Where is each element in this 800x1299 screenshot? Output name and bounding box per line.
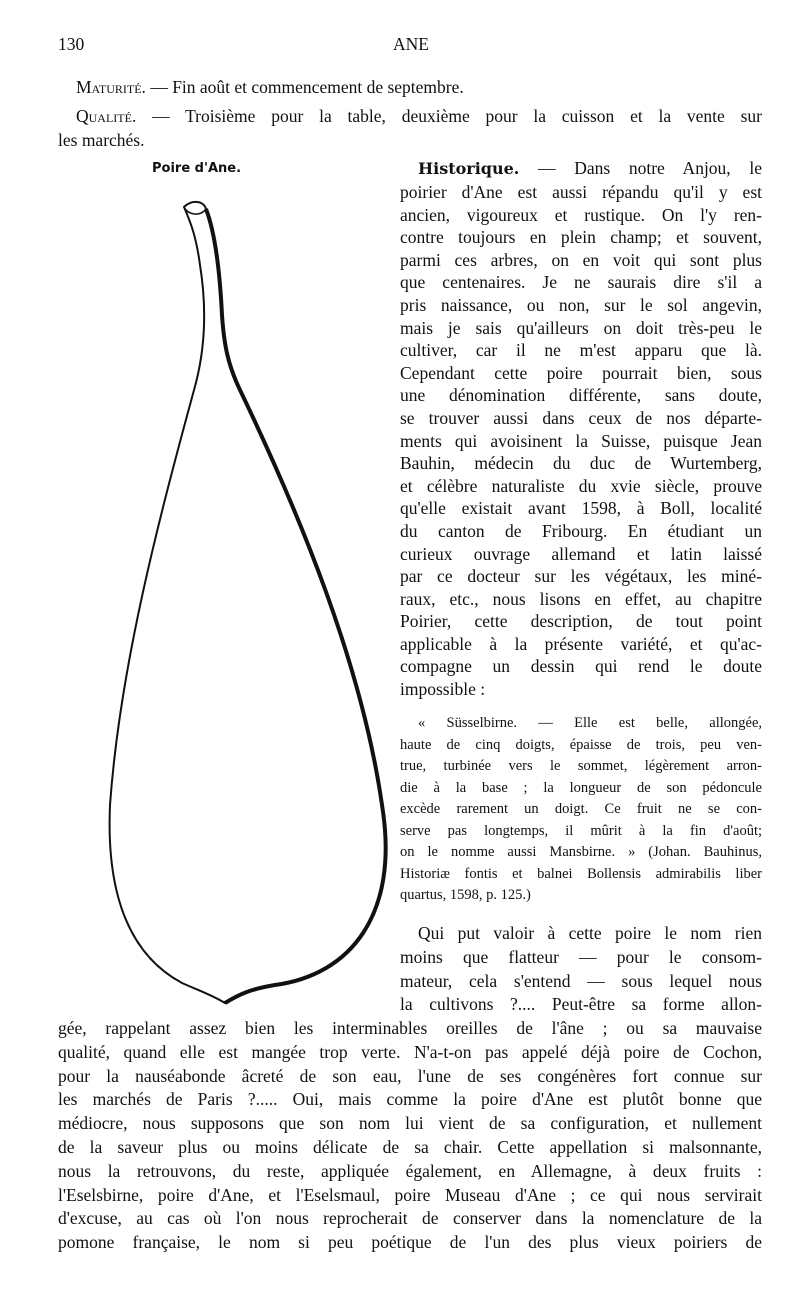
qualite-label: Qualité.: [76, 106, 137, 126]
running-title: ANE: [393, 34, 429, 54]
text-line: moins que flatteur — pour le consom-: [400, 946, 762, 967]
text-line: quartus, 1598, p. 125.): [400, 887, 531, 903]
qualite-line-2: les marchés.: [58, 130, 145, 150]
maturite-label: Maturité.: [76, 77, 146, 97]
text-line: excède rarement un doigt. Ce fruit ne se con-: [400, 801, 762, 817]
text-line: impossible :: [400, 679, 486, 700]
text-line: pris naissance, ou non, sur le sol angevin,: [400, 294, 762, 315]
text-line: pomone française, le nom si peu poétique de l'un des plus vieux poiriers de: [58, 1232, 762, 1253]
text-line: d'excuse, au cas où l'on nous reprocherait de conserver dans la nomenclature de la: [58, 1208, 762, 1229]
text-line: gée, rappelant assez bien les interminables oreilles de l'âne ; ou sa mauvaise: [58, 1018, 762, 1038]
text-line: de la saveur plus ou moins délicate de sa chair. Cette appellation si malsonnante,: [58, 1136, 762, 1157]
paragraph-full-part: [58, 1017, 762, 1255]
text-line: haute de cinq doigts, épaisse de trois, peu ven-: [400, 736, 762, 753]
historique-paragraph: [400, 181, 762, 701]
text-line: que centenaires. Je ne saurais dire s'il a: [400, 272, 762, 293]
pear-illustration: [100, 195, 400, 1015]
bauhin-quote: [400, 713, 762, 907]
text-line: les marchés de Paris ?..... Oui, mais comme la poire d'Ane est plutôt bonne que: [58, 1089, 762, 1110]
qualite-text: — Troisième pour la table, deuxième pour la cuisson et la vente sur: [136, 106, 762, 126]
page-number: 130: [58, 34, 85, 54]
text-line: la cultivons ?.... Peut-être sa forme allon-: [400, 994, 762, 1015]
text-line: Poirier, cette description, de tout point: [400, 611, 762, 632]
text-line: parmi ces arbres, on en voit qui sont plus: [400, 249, 762, 270]
text-line: die à la base ; la longueur de son pédoncule: [400, 779, 762, 796]
text-line: mateur, cela s'entend — sous lequel nous: [400, 970, 762, 991]
maturite-text: — Fin août et commencement de septembre.: [145, 77, 464, 97]
historique-heading: Historique.: [418, 159, 520, 178]
historique-first-text: — Dans notre Anjou, le: [519, 158, 762, 178]
text-line: mais je sais qu'ailleurs on doit très-peu le: [400, 317, 762, 338]
text-line: qu'elle existait avant 1598, à Boll, localité: [400, 498, 762, 519]
text-line: une dénomination différente, sans doute,: [400, 385, 762, 406]
text-line: compagne un dessin qui rend le doute: [400, 656, 762, 677]
text-line: par ce docteur sur les végétaux, les miné-: [400, 566, 762, 587]
text-line: raux, etc., nous lisons en effet, au chapitre: [400, 588, 762, 609]
text-line: contre toujours en plein champ; et souvent,: [400, 227, 762, 248]
text-line: se trouver aussi dans ceux de nos départe-: [400, 407, 762, 428]
text-line: Qui put valoir à cette poire le nom rien: [418, 923, 762, 943]
text-line: cultiver, car il ne m'est apparu que là.: [400, 340, 762, 361]
maturite-line: [76, 76, 464, 100]
text-line: Bauhin, médecin du duc de Wurtemberg,: [400, 453, 762, 474]
text-line: ancien, vigoureux et rustique. On l'y ren-: [400, 204, 762, 225]
text-line: poirier d'Ane est aussi répandu qu'il y est: [400, 182, 762, 202]
paragraph-column-part: [400, 922, 762, 1017]
historique-first-line: [418, 157, 762, 181]
text-line: l'Eselsbirne, poire d'Ane, et l'Eselsmaul, poire Museau d'Ane ; ce qui nous servirait: [58, 1184, 762, 1205]
figure-caption: Poire d'Ane.: [152, 161, 242, 176]
text-line: nous la retrouvons, du reste, appliquée également, en Allemagne, à deux fruits :: [58, 1160, 762, 1181]
text-line: serve pas longtemps, il mûrit à la fin d'août;: [400, 822, 762, 839]
text-line: ments qui avoisinent la Suisse, puisque Jean: [400, 430, 762, 451]
text-line: Cependant cette poire pourrait bien, sous: [400, 362, 762, 383]
text-line: pour la nauséabonde âcreté de son eau, l'une de ses congénères fort connue sur: [58, 1065, 762, 1086]
text-line: true, turbinée vers le sommet, légèrement arron-: [400, 758, 762, 774]
text-line: Historiæ fontis et balnei Bollensis admirabilis liber: [400, 865, 762, 882]
text-line: applicable à la présente variété, et qu'ac-: [400, 633, 762, 654]
text-line: on le nomme aussi Mansbirne. » (Johan. Bauhinus,: [400, 844, 762, 860]
text-line: du canton de Fribourg. En étudiant un: [400, 520, 762, 541]
text-line: médiocre, nous supposons que son nom lui vient de sa configuration, et nullement: [58, 1113, 762, 1134]
text-line: curieux ouvrage allemand et latin laissé: [400, 543, 762, 564]
text-line: qualité, quand elle est mangée trop verte. N'a-t-on pas appelé déjà poire de Cochon,: [58, 1041, 762, 1062]
text-line: « Süsselbirne. — Elle est belle, allongée,: [418, 715, 762, 731]
qualite-line: [76, 105, 762, 129]
text-line: et célèbre naturaliste du xvie siècle, prouve: [400, 475, 762, 496]
